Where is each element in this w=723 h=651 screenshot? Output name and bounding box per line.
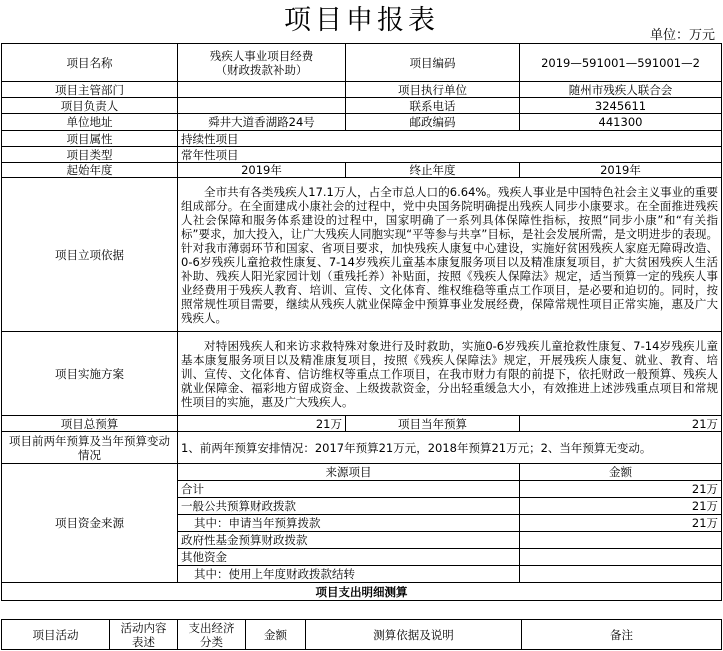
start-year-label: 起始年度 <box>2 163 178 178</box>
project-name-value <box>178 44 346 82</box>
funding-row-amount: 21万 <box>520 481 722 498</box>
address-value: 舜井大道香湖路24号 <box>178 114 346 131</box>
funding-row-amount <box>520 532 722 549</box>
expense-header-remark: 备注 <box>522 620 722 650</box>
plan-text: 对特困残疾人和来访求救特殊对象进行及时救助，实施0-6岁残疾儿童抢救性康复、7-14岁残疾儿童基本康复服务项目以及精准康复项目，按照《残疾人保障法》规定，开展残疾人康复、就业、教育、培训、宣传、文化体育、信访维权等重点工作项目，在我市财力有限的前提下，依托财政一般预算、残疾人就业保障金、福彩地方留成资金、上级拨款资金，分出轻重缓急大小，有效推进上述涉残重点项目和常规性项目的实施，惠及广大残疾人。 <box>178 332 722 416</box>
executor-label: 项目执行单位 <box>346 82 520 98</box>
supervisor-label: 项目主管部门 <box>2 82 178 98</box>
funding-row-amount: 21万 <box>520 498 722 515</box>
basis-label: 项目立项依据 <box>2 178 178 332</box>
total-budget-value: 21万 <box>178 416 346 432</box>
budget-change-text: 1、前两年预算安排情况：2017年预算21万元，2018年预算21万元；2、当年预算无变动。 <box>178 432 722 464</box>
start-year-value: 2019年 <box>178 163 346 178</box>
end-year-value: 2019年 <box>520 163 722 178</box>
funding-amount-header: 金额 <box>520 464 722 481</box>
phone-label: 联系电话 <box>346 98 520 114</box>
postcode-value: 441300 <box>520 114 722 131</box>
funding-source-header: 来源项目 <box>178 464 520 481</box>
expense-header-content-line1: 活动内容 <box>120 620 167 635</box>
funding-row-item: 政府性基金预算财政拨款 <box>178 532 520 549</box>
project-name-label: 项目名称 <box>2 44 178 82</box>
funding-row-amount: 21万 <box>520 515 722 532</box>
project-name-line2: （财政拨款补助） <box>215 62 308 77</box>
plan-label: 项目实施方案 <box>2 332 178 416</box>
expense-header-content <box>110 620 178 650</box>
funding-row-amount <box>520 566 722 583</box>
project-code-value: 2019—591001—591001—2 <box>520 44 722 82</box>
expense-header-category-line2: 分类 <box>200 634 223 649</box>
type-label: 项目类型 <box>2 147 178 163</box>
current-budget-value: 21万 <box>520 416 722 432</box>
expense-detail-table <box>1 619 722 650</box>
supervisor-value <box>178 82 346 98</box>
current-budget-label: 项目当年预算 <box>346 416 520 432</box>
budget-change-label: 项目前两年预算及当年预算变动情况 <box>2 432 178 464</box>
manager-label: 项目负责人 <box>2 98 178 114</box>
basis-text: 全市共有各类残疾人17.1万人，占全市总人口的6.64%。残疾人事业是中国特色社会主义事业的重要组成部分。在全面建成小康社会的过程中，党中央国务院明确提出残疾人同步小康要求。在全面推进残疾人社会保障和服务体系建设的过程中，国家明确了一系列具体保障性指标，按照“同步小康”和“有关指标”要求，加大投入，让广大残疾人同胞实现“平等参与共享”目标，是社会发展所需，是文明进步的表现。针对我市薄弱环节和国家、省项目要求，加快残疾人康复中心建设，实施好贫困残疾人家庭无障碍改造、0-6岁残疾儿童抢救性康复、7-14岁残疾儿童基本康复服务项目以及精准康复项目，扩大贫困残疾人生活补助、残疾人阳光家园计划（重残托养）补贴面，按照《残疾人保障法》规定，适当预算一定的残疾人事业经费用于残疾人教育、培训、宣传、文化体育、维权维稳等重点工作项目，是必要和迫切的。同时，按照常规性项目需要，继续从残疾人就业保障金中预算事业发展经费，保障常规性项目正常实施，惠及广大残疾人。 <box>178 178 722 332</box>
funding-row-item: 合计 <box>178 481 520 498</box>
form-title: 项目申报表 <box>284 5 439 36</box>
expense-header-content-line2: 表述 <box>132 634 155 649</box>
attribute-value: 持续性项目 <box>178 131 722 147</box>
funding-row-item: 一般公共预算财政拨款 <box>178 498 520 515</box>
expense-header-basis: 测算依据及说明 <box>306 620 522 650</box>
type-value: 常年性项目 <box>178 147 722 163</box>
manager-value <box>178 98 346 114</box>
address-label: 单位地址 <box>2 114 178 131</box>
attribute-label: 项目属性 <box>2 131 178 147</box>
unit-label: 单位：万元 <box>649 28 715 43</box>
expense-header-category-line1: 支出经济 <box>188 620 235 635</box>
executor-value: 随州市残疾人联合会 <box>520 82 722 98</box>
total-budget-label: 项目总预算 <box>2 416 178 432</box>
project-application-form <box>1 43 722 601</box>
expense-header-category <box>178 620 246 650</box>
funding-row-item: 其中：申请当年预算拨款 <box>178 515 520 532</box>
funding-row-amount <box>520 549 722 566</box>
project-name-line1: 残疾人事业项目经费 <box>209 48 314 63</box>
end-year-label: 终止年度 <box>346 163 520 178</box>
expense-section-title: 项目支出明细测算 <box>2 583 722 601</box>
expense-header-activity: 项目活动 <box>2 620 110 650</box>
expense-header-amount: 金额 <box>246 620 306 650</box>
funding-row-item: 其中：使用上年度财政拨款结转 <box>178 566 520 583</box>
funding-row-item: 其他资金 <box>178 549 520 566</box>
project-code-label: 项目编码 <box>346 44 520 82</box>
funding-source-label: 项目资金来源 <box>2 464 178 583</box>
postcode-label: 邮政编码 <box>346 114 520 131</box>
phone-value: 3245611 <box>520 98 722 114</box>
